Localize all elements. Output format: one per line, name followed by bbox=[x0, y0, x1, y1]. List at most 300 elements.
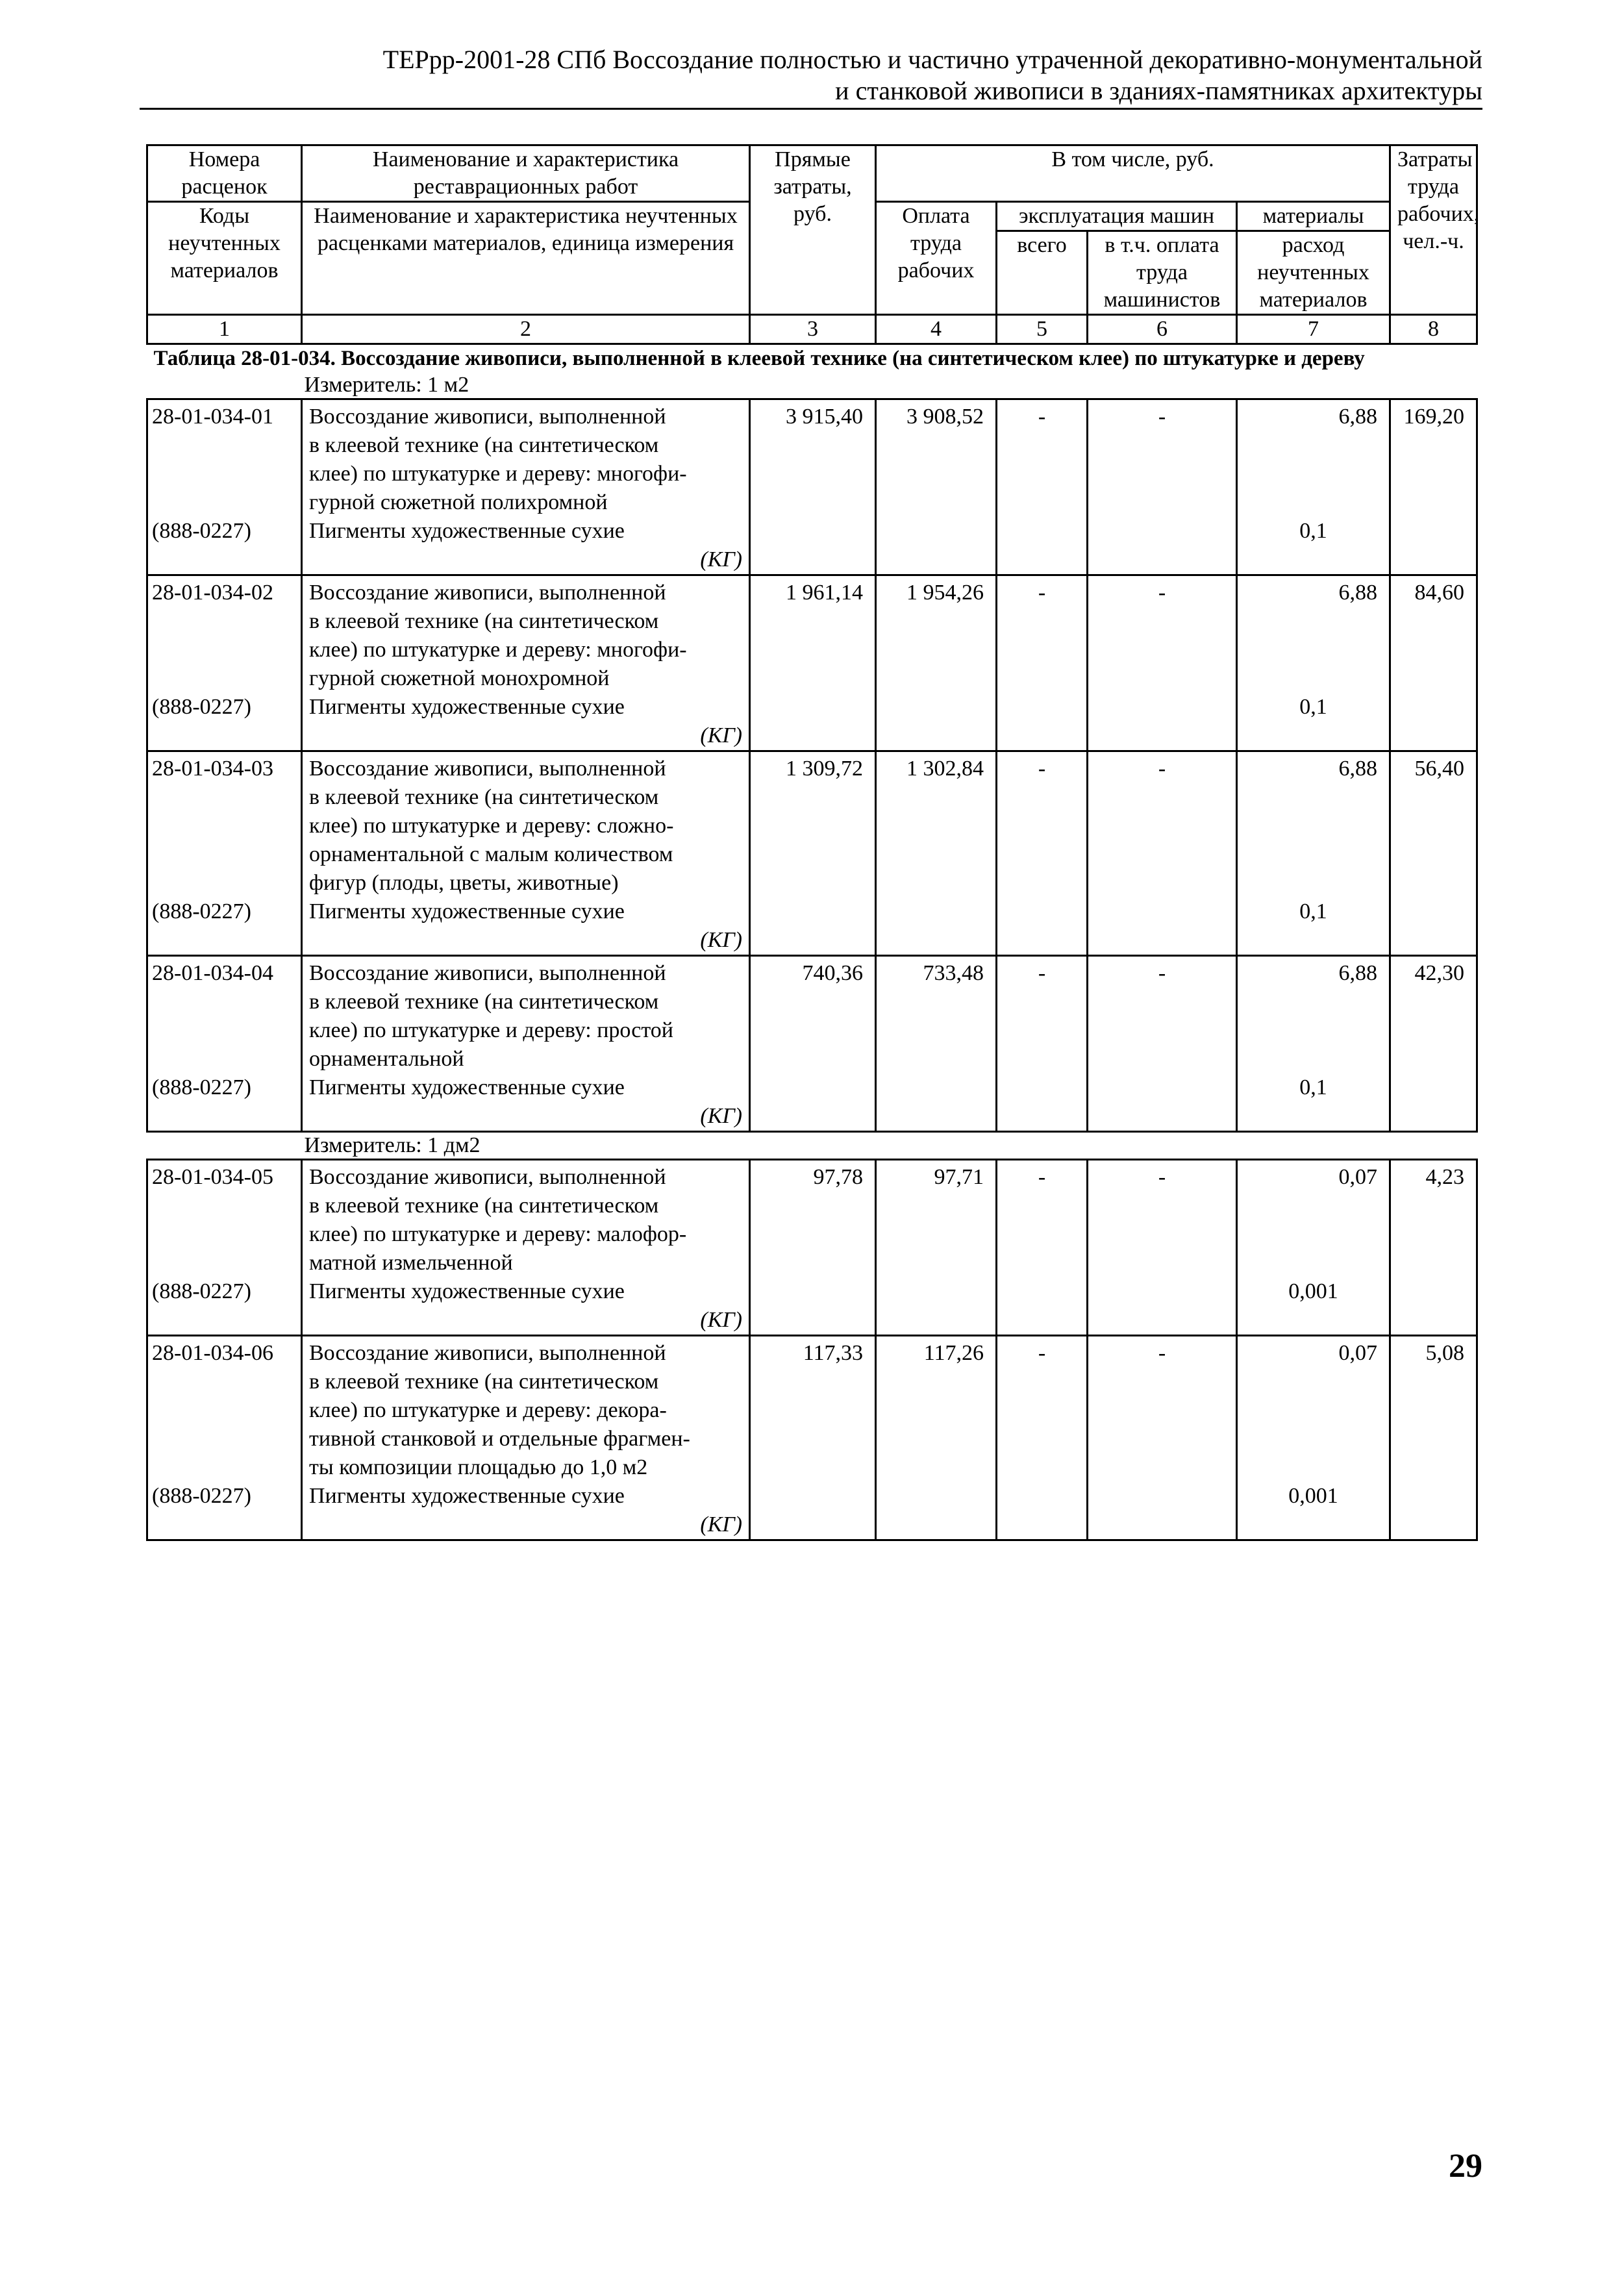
rate-description-line: Воссоздание живописи, выполненной bbox=[302, 1336, 750, 1368]
machinist-pay: - bbox=[1088, 1160, 1237, 1192]
machinist-pay-blank bbox=[1088, 1192, 1237, 1220]
direct-cost-blank bbox=[750, 1016, 876, 1045]
table-row bbox=[147, 693, 1477, 721]
header-nomera: Номера расценок bbox=[147, 145, 302, 202]
labor-pay-blank bbox=[876, 988, 997, 1016]
rate-code-blank bbox=[147, 636, 302, 664]
rate-code: 28-01-034-03 bbox=[147, 751, 302, 784]
table-row bbox=[147, 897, 1477, 926]
empty-cell bbox=[876, 546, 997, 575]
table-row bbox=[147, 840, 1477, 869]
direct-cost-blank bbox=[750, 636, 876, 664]
rate-description-line: Воссоздание живописи, выполненной bbox=[302, 751, 750, 784]
machinist-pay-blank bbox=[1088, 636, 1237, 664]
empty-cell bbox=[147, 926, 302, 956]
labor-pay-blank bbox=[876, 812, 997, 840]
header-vtch: в т.ч. оплата труда машинистов bbox=[1088, 231, 1237, 315]
materials-cost-blank bbox=[1237, 812, 1390, 840]
rate-description-line: клее) по штукатурке и дереву: многофи- bbox=[302, 460, 750, 488]
material-code: (888-0227) bbox=[147, 693, 302, 721]
materials-cost-blank bbox=[1237, 1016, 1390, 1045]
empty-cell bbox=[997, 1306, 1088, 1336]
labor-pay-blank bbox=[876, 460, 997, 488]
labor-hours-blank bbox=[1390, 1453, 1477, 1482]
labor-pay: 117,26 bbox=[876, 1336, 997, 1368]
table-row bbox=[147, 1102, 1477, 1132]
labor-hours-blank bbox=[1390, 869, 1477, 897]
machinist-pay-blank bbox=[1088, 460, 1237, 488]
materials-cost-blank bbox=[1237, 488, 1390, 517]
machine-cost: - bbox=[997, 1160, 1088, 1192]
empty-cell bbox=[997, 721, 1088, 751]
labor-pay-blank bbox=[876, 869, 997, 897]
material-unit: (КГ) bbox=[302, 926, 750, 956]
direct-cost-blank bbox=[750, 869, 876, 897]
rate-description-line: Воссоздание живописи, выполненной bbox=[302, 399, 750, 432]
rate-description-line: Воссоздание живописи, выполненной bbox=[302, 575, 750, 608]
rate-code-blank bbox=[147, 1368, 302, 1396]
table-row bbox=[147, 664, 1477, 693]
rate-code-blank bbox=[147, 488, 302, 517]
empty-cell bbox=[147, 1511, 302, 1540]
machinist-pay-blank bbox=[1088, 869, 1237, 897]
rate-description-line: фигур (плоды, цветы, животные) bbox=[302, 869, 750, 897]
rate-code-blank bbox=[147, 460, 302, 488]
labor-hours-blank bbox=[1390, 431, 1477, 460]
empty-cell bbox=[1088, 1511, 1237, 1540]
header-mat: материалы bbox=[1237, 202, 1390, 231]
rate-code-blank bbox=[147, 1249, 302, 1277]
materials-cost-blank bbox=[1237, 1192, 1390, 1220]
header-oplata: Оплата труда рабочих bbox=[876, 202, 997, 315]
empty-cell bbox=[750, 1306, 876, 1336]
empty-cell bbox=[1390, 1482, 1477, 1511]
labor-hours-blank bbox=[1390, 1425, 1477, 1453]
machine-cost-blank bbox=[997, 488, 1088, 517]
empty-cell bbox=[750, 1073, 876, 1102]
rate-code-blank bbox=[147, 664, 302, 693]
empty-cell bbox=[876, 1511, 997, 1540]
material-code: (888-0227) bbox=[147, 517, 302, 546]
machine-cost: - bbox=[997, 956, 1088, 988]
header-ekspl: эксплуатация машин bbox=[997, 202, 1237, 231]
labor-hours-blank bbox=[1390, 783, 1477, 812]
machine-cost-blank bbox=[997, 1249, 1088, 1277]
labor-hours: 84,60 bbox=[1390, 575, 1477, 608]
materials-cost: 0,07 bbox=[1237, 1160, 1390, 1192]
machine-cost-blank bbox=[997, 1192, 1088, 1220]
material-code: (888-0227) bbox=[147, 1073, 302, 1102]
empty-cell bbox=[750, 897, 876, 926]
labor-pay-blank bbox=[876, 636, 997, 664]
rate-description-line: орнаментальной bbox=[302, 1045, 750, 1073]
materials-cost-blank bbox=[1237, 607, 1390, 636]
rate-description-line: гурной сюжетной полихромной bbox=[302, 488, 750, 517]
labor-pay: 1 302,84 bbox=[876, 751, 997, 784]
direct-cost-blank bbox=[750, 664, 876, 693]
empty-cell bbox=[876, 1102, 997, 1132]
labor-pay-blank bbox=[876, 1396, 997, 1425]
direct-cost-blank bbox=[750, 988, 876, 1016]
empty-cell bbox=[1390, 517, 1477, 546]
column-numbers-row bbox=[147, 315, 1477, 344]
direct-cost-blank bbox=[750, 1045, 876, 1073]
table-row bbox=[147, 1511, 1477, 1540]
machinist-pay-blank bbox=[1088, 812, 1237, 840]
rate-code-blank bbox=[147, 1192, 302, 1220]
rate-description-line: клее) по штукатурке и дереву: малофор- bbox=[302, 1220, 750, 1249]
rate-code-blank bbox=[147, 1425, 302, 1453]
labor-pay-blank bbox=[876, 1192, 997, 1220]
rate-code-blank bbox=[147, 1045, 302, 1073]
rate-description-line: в клеевой технике (на синтетическом bbox=[302, 1368, 750, 1396]
labor-hours: 169,20 bbox=[1390, 399, 1477, 432]
machine-cost: - bbox=[997, 751, 1088, 784]
material-unit: (КГ) bbox=[302, 1511, 750, 1540]
table-row bbox=[147, 488, 1477, 517]
machinist-pay: - bbox=[1088, 751, 1237, 784]
labor-hours-blank bbox=[1390, 636, 1477, 664]
empty-cell bbox=[1088, 517, 1237, 546]
machinist-pay-blank bbox=[1088, 1220, 1237, 1249]
empty-cell bbox=[876, 1482, 997, 1511]
empty-cell bbox=[876, 926, 997, 956]
rate-description-line: в клеевой технике (на синтетическом bbox=[302, 783, 750, 812]
rate-description-line: в клеевой технике (на синтетическом bbox=[302, 988, 750, 1016]
empty-cell bbox=[750, 1482, 876, 1511]
labor-pay: 97,71 bbox=[876, 1160, 997, 1192]
labor-hours-blank bbox=[1390, 664, 1477, 693]
rate-code-blank bbox=[147, 840, 302, 869]
materials-cost-blank bbox=[1237, 664, 1390, 693]
empty-cell bbox=[1390, 721, 1477, 751]
labor-hours-blank bbox=[1390, 1045, 1477, 1073]
machine-cost-blank bbox=[997, 1220, 1088, 1249]
labor-hours-blank bbox=[1390, 1368, 1477, 1396]
empty-cell bbox=[1237, 1306, 1390, 1336]
col-num-2: 2 bbox=[302, 315, 750, 344]
materials-cost-blank bbox=[1237, 1220, 1390, 1249]
header-vtom: В том числе, руб. bbox=[876, 145, 1390, 202]
header-naim-1: Наименование и характеристика реставрационных работ bbox=[302, 145, 750, 202]
empty-cell bbox=[750, 517, 876, 546]
rate-description-line: Воссоздание живописи, выполненной bbox=[302, 956, 750, 988]
table-row bbox=[147, 636, 1477, 664]
direct-cost-blank bbox=[750, 1453, 876, 1482]
labor-hours-blank bbox=[1390, 1249, 1477, 1277]
material-qty: 0,001 bbox=[1237, 1277, 1390, 1306]
material-unit: (КГ) bbox=[302, 546, 750, 575]
table-row bbox=[147, 1425, 1477, 1453]
rate-description-line: Воссоздание живописи, выполненной bbox=[302, 1160, 750, 1192]
material-name: Пигменты художественные сухие bbox=[302, 1277, 750, 1306]
direct-cost-blank bbox=[750, 812, 876, 840]
empty-cell bbox=[1237, 546, 1390, 575]
material-name: Пигменты художественные сухие bbox=[302, 1482, 750, 1511]
labor-hours-blank bbox=[1390, 1016, 1477, 1045]
direct-cost-blank bbox=[750, 1396, 876, 1425]
empty-cell bbox=[1390, 693, 1477, 721]
table-row bbox=[147, 926, 1477, 956]
empty-cell bbox=[147, 546, 302, 575]
labor-hours-blank bbox=[1390, 460, 1477, 488]
rate-code: 28-01-034-06 bbox=[147, 1336, 302, 1368]
direct-cost-blank bbox=[750, 1192, 876, 1220]
table-row bbox=[147, 399, 1477, 432]
table-title: Таблица 28-01-034. Воссоздание живописи, выполненной в клеевой технике (на синтетическом клее) по штукатурке и дереву bbox=[153, 347, 1365, 370]
empty-cell bbox=[750, 693, 876, 721]
labor-pay-blank bbox=[876, 488, 997, 517]
empty-cell bbox=[876, 897, 997, 926]
direct-cost: 1 309,72 bbox=[750, 751, 876, 784]
rate-code-blank bbox=[147, 1016, 302, 1045]
table-row bbox=[147, 721, 1477, 751]
empty-cell bbox=[1237, 1102, 1390, 1132]
machinist-pay-blank bbox=[1088, 1396, 1237, 1425]
materials-cost-blank bbox=[1237, 1453, 1390, 1482]
materials-cost-blank bbox=[1237, 783, 1390, 812]
empty-cell bbox=[876, 1277, 997, 1306]
empty-cell bbox=[1088, 1277, 1237, 1306]
labor-hours-blank bbox=[1390, 1192, 1477, 1220]
empty-cell bbox=[1390, 1102, 1477, 1132]
header-pryamye: Прямые затраты, руб. bbox=[750, 145, 876, 315]
empty-cell bbox=[876, 1306, 997, 1336]
empty-cell bbox=[1088, 1102, 1237, 1132]
empty-cell bbox=[997, 517, 1088, 546]
empty-cell bbox=[750, 926, 876, 956]
direct-cost: 117,33 bbox=[750, 1336, 876, 1368]
rate-code: 28-01-034-04 bbox=[147, 956, 302, 988]
table-row bbox=[147, 1073, 1477, 1102]
material-unit: (КГ) bbox=[302, 1102, 750, 1132]
empty-cell bbox=[750, 1511, 876, 1540]
empty-cell bbox=[876, 693, 997, 721]
table-row bbox=[147, 431, 1477, 460]
material-code: (888-0227) bbox=[147, 1277, 302, 1306]
labor-pay-blank bbox=[876, 1453, 997, 1482]
labor-hours-blank bbox=[1390, 607, 1477, 636]
machinist-pay-blank bbox=[1088, 488, 1237, 517]
direct-cost-blank bbox=[750, 1368, 876, 1396]
empty-cell bbox=[1088, 897, 1237, 926]
table-row bbox=[147, 1016, 1477, 1045]
labor-pay-blank bbox=[876, 607, 997, 636]
empty-cell bbox=[1088, 926, 1237, 956]
direct-cost-blank bbox=[750, 1249, 876, 1277]
rate-code-blank bbox=[147, 431, 302, 460]
empty-cell bbox=[997, 1102, 1088, 1132]
labor-pay-blank bbox=[876, 1016, 997, 1045]
empty-cell bbox=[1390, 1073, 1477, 1102]
labor-hours: 4,23 bbox=[1390, 1160, 1477, 1192]
rate-description-line: клее) по штукатурке и дереву: простой bbox=[302, 1016, 750, 1045]
header-zatraty: Затраты труда рабочих, чел.-ч. bbox=[1390, 145, 1477, 315]
col-num-3: 3 bbox=[750, 315, 876, 344]
col-num-5: 5 bbox=[997, 315, 1088, 344]
col-num-4: 4 bbox=[876, 315, 997, 344]
rate-code-blank bbox=[147, 1396, 302, 1425]
machine-cost: - bbox=[997, 575, 1088, 608]
empty-cell bbox=[1390, 546, 1477, 575]
empty-cell bbox=[997, 693, 1088, 721]
empty-cell bbox=[147, 721, 302, 751]
rate-description-line: орнаментальной с малым количеством bbox=[302, 840, 750, 869]
table-row bbox=[147, 1336, 1477, 1368]
materials-cost-blank bbox=[1237, 1396, 1390, 1425]
empty-cell bbox=[997, 546, 1088, 575]
materials-cost-blank bbox=[1237, 636, 1390, 664]
header-naim-2: Наименование и характеристика неучтенных расценками материалов, единица измерения bbox=[302, 202, 750, 315]
empty-cell bbox=[1088, 1073, 1237, 1102]
machine-cost-blank bbox=[997, 1045, 1088, 1073]
rate-description-line: клее) по штукатурке и дереву: декора- bbox=[302, 1396, 750, 1425]
machinist-pay-blank bbox=[1088, 1016, 1237, 1045]
empty-cell bbox=[997, 1073, 1088, 1102]
machine-cost-blank bbox=[997, 607, 1088, 636]
labor-pay-blank bbox=[876, 1249, 997, 1277]
empty-cell bbox=[750, 1102, 876, 1132]
page-number: 29 bbox=[1449, 2148, 1482, 2185]
material-qty: 0,1 bbox=[1237, 1073, 1390, 1102]
table-row bbox=[147, 517, 1477, 546]
empty-cell bbox=[1088, 1482, 1237, 1511]
direct-cost-blank bbox=[750, 840, 876, 869]
material-code: (888-0227) bbox=[147, 1482, 302, 1511]
machinist-pay-blank bbox=[1088, 988, 1237, 1016]
machinist-pay-blank bbox=[1088, 840, 1237, 869]
material-qty: 0,1 bbox=[1237, 693, 1390, 721]
table-row bbox=[147, 1045, 1477, 1073]
labor-pay-blank bbox=[876, 1045, 997, 1073]
machinist-pay-blank bbox=[1088, 1045, 1237, 1073]
col-num-6: 6 bbox=[1088, 315, 1237, 344]
table-row bbox=[147, 460, 1477, 488]
labor-hours-blank bbox=[1390, 840, 1477, 869]
machine-cost-blank bbox=[997, 1368, 1088, 1396]
empty-cell bbox=[750, 721, 876, 751]
labor-hours-blank bbox=[1390, 812, 1477, 840]
table-row bbox=[147, 1192, 1477, 1220]
empty-cell bbox=[1237, 721, 1390, 751]
direct-cost-blank bbox=[750, 460, 876, 488]
rate-description-line: в клеевой технике (на синтетическом bbox=[302, 607, 750, 636]
rates-table bbox=[146, 144, 1478, 1541]
machinist-pay: - bbox=[1088, 1336, 1237, 1368]
table-row bbox=[147, 546, 1477, 575]
direct-cost-blank bbox=[750, 431, 876, 460]
labor-pay: 3 908,52 bbox=[876, 399, 997, 432]
material-name: Пигменты художественные сухие bbox=[302, 517, 750, 546]
direct-cost-blank bbox=[750, 488, 876, 517]
material-qty: 0,1 bbox=[1237, 517, 1390, 546]
machine-cost-blank bbox=[997, 783, 1088, 812]
empty-cell bbox=[147, 1102, 302, 1132]
machinist-pay-blank bbox=[1088, 1249, 1237, 1277]
measure-row-1 bbox=[147, 372, 1477, 399]
direct-cost: 1 961,14 bbox=[750, 575, 876, 608]
rate-description-line: гурной сюжетной монохромной bbox=[302, 664, 750, 693]
table-row bbox=[147, 1249, 1477, 1277]
machine-cost-blank bbox=[997, 812, 1088, 840]
machine-cost-blank bbox=[997, 1453, 1088, 1482]
rate-code: 28-01-034-02 bbox=[147, 575, 302, 608]
machine-cost: - bbox=[997, 1336, 1088, 1368]
table-row bbox=[147, 1277, 1477, 1306]
direct-cost-blank bbox=[750, 1220, 876, 1249]
table-row bbox=[147, 1220, 1477, 1249]
empty-cell bbox=[1390, 1306, 1477, 1336]
direct-cost: 3 915,40 bbox=[750, 399, 876, 432]
rate-code: 28-01-034-05 bbox=[147, 1160, 302, 1192]
empty-cell bbox=[997, 1511, 1088, 1540]
materials-cost-blank bbox=[1237, 431, 1390, 460]
machine-cost-blank bbox=[997, 431, 1088, 460]
empty-cell bbox=[750, 1277, 876, 1306]
direct-cost-blank bbox=[750, 607, 876, 636]
rate-code-blank bbox=[147, 812, 302, 840]
measure-row-2 bbox=[147, 1132, 1477, 1160]
empty-cell bbox=[1088, 546, 1237, 575]
machine-cost-blank bbox=[997, 869, 1088, 897]
machinist-pay-blank bbox=[1088, 431, 1237, 460]
materials-cost-blank bbox=[1237, 1045, 1390, 1073]
labor-pay-blank bbox=[876, 840, 997, 869]
material-name: Пигменты художественные сухие bbox=[302, 1073, 750, 1102]
machinist-pay-blank bbox=[1088, 783, 1237, 812]
empty-cell bbox=[147, 1306, 302, 1336]
labor-pay: 733,48 bbox=[876, 956, 997, 988]
material-name: Пигменты художественные сухие bbox=[302, 897, 750, 926]
machine-cost-blank bbox=[997, 988, 1088, 1016]
machine-cost-blank bbox=[997, 636, 1088, 664]
table-row bbox=[147, 1160, 1477, 1192]
machinist-pay: - bbox=[1088, 956, 1237, 988]
machinist-pay-blank bbox=[1088, 607, 1237, 636]
table-row bbox=[147, 751, 1477, 784]
materials-cost: 6,88 bbox=[1237, 956, 1390, 988]
table-row bbox=[147, 869, 1477, 897]
labor-hours-blank bbox=[1390, 1396, 1477, 1425]
materials-cost-blank bbox=[1237, 1425, 1390, 1453]
materials-cost: 0,07 bbox=[1237, 1336, 1390, 1368]
rate-code-blank bbox=[147, 1453, 302, 1482]
empty-cell bbox=[1390, 1511, 1477, 1540]
header-kody: Коды неучтенных материалов bbox=[147, 202, 302, 315]
material-unit: (КГ) bbox=[302, 1306, 750, 1336]
table-row bbox=[147, 1396, 1477, 1425]
materials-cost: 6,88 bbox=[1237, 751, 1390, 784]
materials-cost: 6,88 bbox=[1237, 575, 1390, 608]
machine-cost-blank bbox=[997, 1425, 1088, 1453]
table-row bbox=[147, 575, 1477, 608]
rate-description-line: тивной станковой и отдельные фрагмен- bbox=[302, 1425, 750, 1453]
col-num-7: 7 bbox=[1237, 315, 1390, 344]
materials-cost-blank bbox=[1237, 840, 1390, 869]
labor-hours: 56,40 bbox=[1390, 751, 1477, 784]
rate-code-blank bbox=[147, 607, 302, 636]
labor-pay-blank bbox=[876, 783, 997, 812]
empty-cell bbox=[876, 1073, 997, 1102]
empty-cell bbox=[1390, 897, 1477, 926]
rate-description-line: в клеевой технике (на синтетическом bbox=[302, 1192, 750, 1220]
empty-cell bbox=[997, 897, 1088, 926]
materials-cost-blank bbox=[1237, 460, 1390, 488]
machine-cost-blank bbox=[997, 1396, 1088, 1425]
empty-cell bbox=[997, 1277, 1088, 1306]
direct-cost-blank bbox=[750, 783, 876, 812]
table-title-row bbox=[147, 344, 1477, 373]
